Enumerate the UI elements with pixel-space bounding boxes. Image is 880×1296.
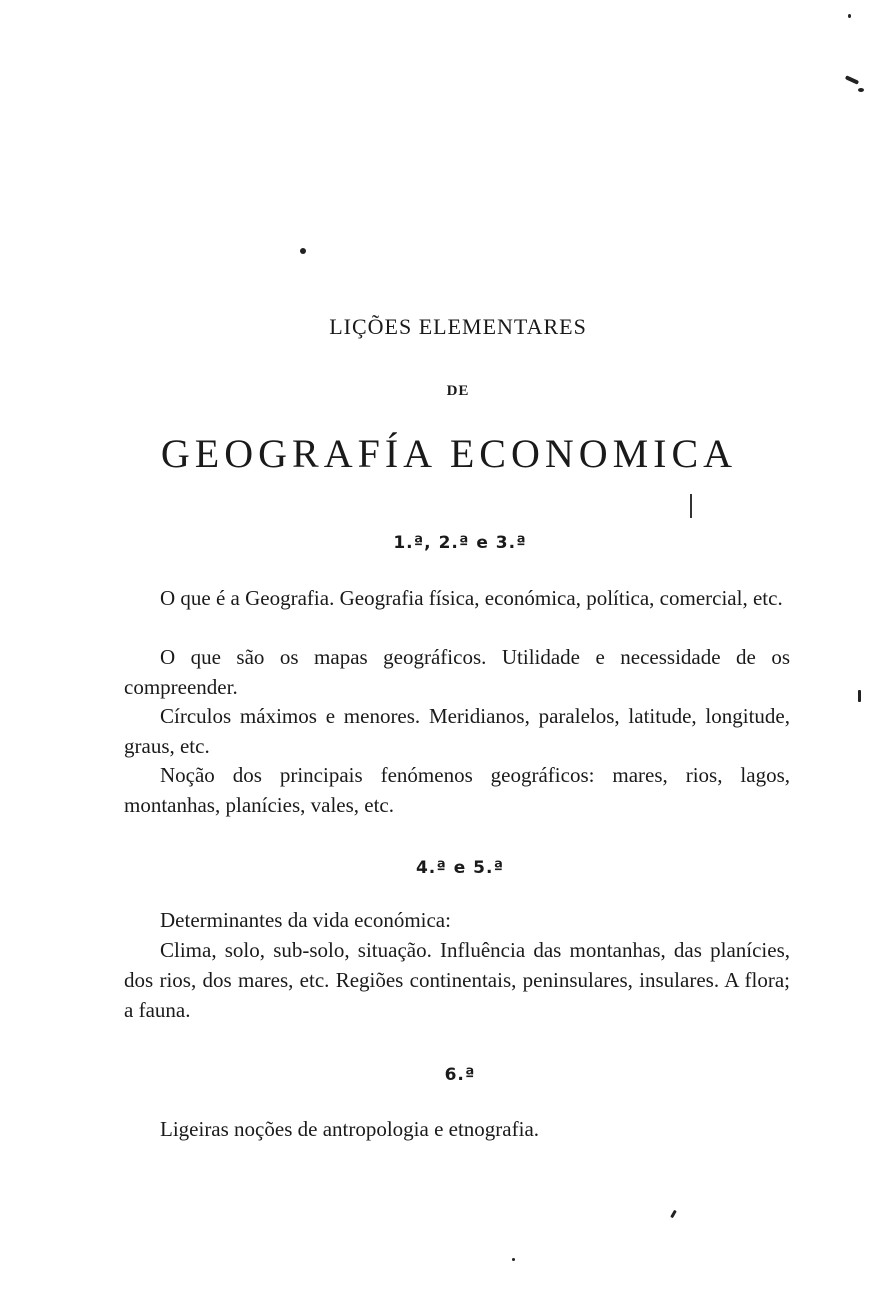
scan-speck: [512, 1258, 515, 1261]
lesson-paragraph: Noção dos principais fenómenos geográficos: mares, rios, lagos, montanhas, planícies, vales, etc.: [124, 763, 790, 817]
scan-speck: [670, 1210, 677, 1218]
lesson-paragraph: Determinantes da vida económica:: [160, 908, 451, 932]
scan-speck: [300, 248, 306, 254]
scan-speck: [848, 14, 851, 18]
book-supertitle: LIÇÕES ELEMENTARES: [329, 314, 587, 339]
lesson-heading: 4.ª e 5.ª: [415, 858, 505, 878]
lesson-heading: 1.ª, 2.ª e 3.ª: [393, 533, 527, 553]
scan-speck: [845, 75, 859, 85]
lesson-heading: 6.ª: [444, 1065, 476, 1085]
book-title: GEOGRAFÍA ECONOMICA: [160, 431, 738, 476]
lesson-paragraph: Círculos máximos e menores. Meridianos, paralelos, latitude, longitude, graus, etc.: [124, 704, 790, 758]
title-connector: DE: [446, 383, 470, 399]
lesson-paragraph: O que são os mapas geográficos. Utilidade e necessidade de os compreender.: [124, 645, 790, 699]
scan-mark: [690, 494, 692, 518]
lesson-paragraph: Clima, solo, sub-solo, situação. Influência das montanhas, das planícies, dos rios, dos mares, etc. Regiões continentais, peninsulares, insulares. A flora; a fauna.: [124, 938, 790, 1022]
lesson-paragraph: O que é a Geografia. Geografia física, económica, política, comercial, etc.: [160, 586, 783, 610]
scan-speck: [858, 88, 864, 92]
lesson-paragraph: Ligeiras noções de antropologia e etnografia.: [160, 1117, 540, 1141]
scan-speck: [858, 690, 861, 702]
